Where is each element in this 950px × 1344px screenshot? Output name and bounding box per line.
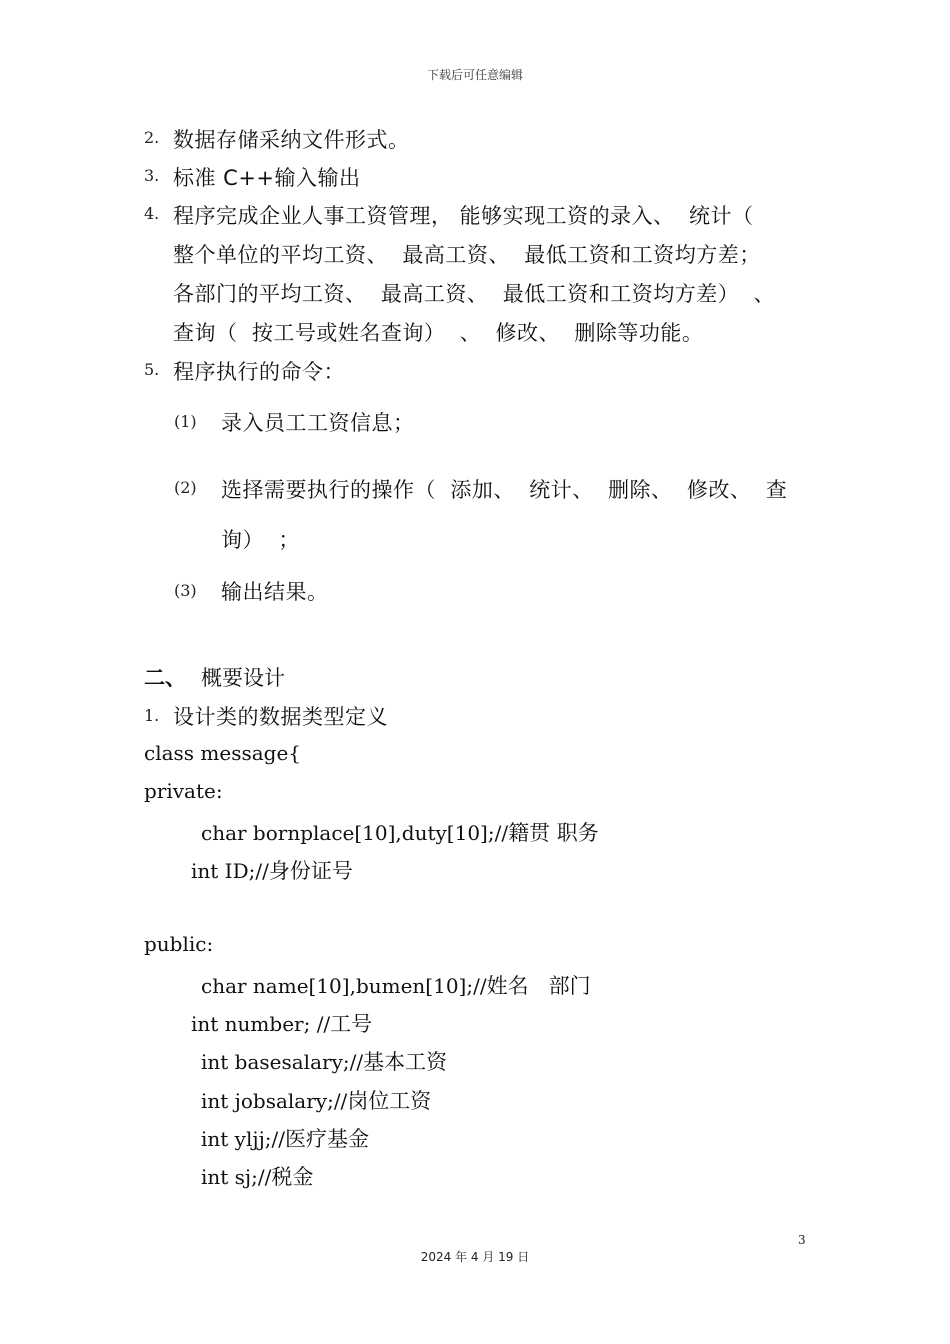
sublist-item-text: 选择需要执行的操作（ 添加、 统计、 删除、 修改、 查 — [221, 478, 788, 502]
sublist-number: (2) — [174, 478, 197, 497]
subsection-number: 1. — [144, 706, 160, 725]
sublist-item-text: 询） ； — [221, 528, 300, 552]
list-number: 4. — [144, 204, 160, 223]
code-line: int ID;//身份证号 — [191, 859, 353, 883]
list-item-text: 各部门的平均工资、 最高工资、 最低工资和工资均方差） 、 — [173, 282, 776, 306]
page-header: 下载后可任意编辑 — [426, 68, 523, 82]
code-line: int jobsalary;//岗位工资 — [201, 1089, 432, 1113]
code-line: int basesalary;//基本工资 — [201, 1050, 448, 1074]
code-line: private: — [144, 779, 223, 803]
sublist-item-text: 输出结果。 — [221, 580, 329, 604]
code-line: int number; //工号 — [191, 1012, 373, 1036]
code-line: int sj;//税金 — [201, 1165, 314, 1189]
list-number: 5. — [144, 360, 160, 379]
code-line: class message{ — [144, 741, 302, 765]
list-item-text: 整个单位的平均工资、 最高工资、 最低工资和工资均方差； — [173, 243, 761, 267]
code-line: char name[10],bumen[10];//姓名 部门 — [201, 974, 591, 998]
subsection-title: 设计类的数据类型定义 — [173, 705, 388, 729]
code-line: int yljj;//医疗基金 — [201, 1127, 369, 1151]
code-line: char bornplace[10],duty[10];//籍贯 职务 — [201, 821, 599, 845]
sublist-item-text: 录入员工工资信息； — [221, 411, 415, 435]
sublist-number: (1) — [174, 412, 197, 431]
list-number: 2. — [144, 128, 160, 147]
list-number: 3. — [144, 166, 160, 185]
list-item-text: 数据存储采纳文件形式。 — [173, 128, 410, 152]
section-title: 概要设计 — [201, 666, 285, 690]
list-item-text: 标准 C++输入输出 — [173, 166, 361, 190]
list-item-text: 程序执行的命令： — [173, 360, 345, 384]
page-number: 3 — [798, 1233, 806, 1247]
page-footer-date: 2024 年 4 月 19 日 — [420, 1250, 530, 1264]
section-number: 二、 — [144, 666, 186, 690]
code-line: public: — [144, 932, 214, 956]
list-item-text: 程序完成企业人事工资管理， 能够实现工资的录入、 统计（ — [173, 204, 754, 228]
sublist-number: (3) — [174, 581, 197, 600]
list-item-text: 查询（ 按工号或姓名查询） 、 修改、 删除等功能。 — [173, 321, 704, 345]
